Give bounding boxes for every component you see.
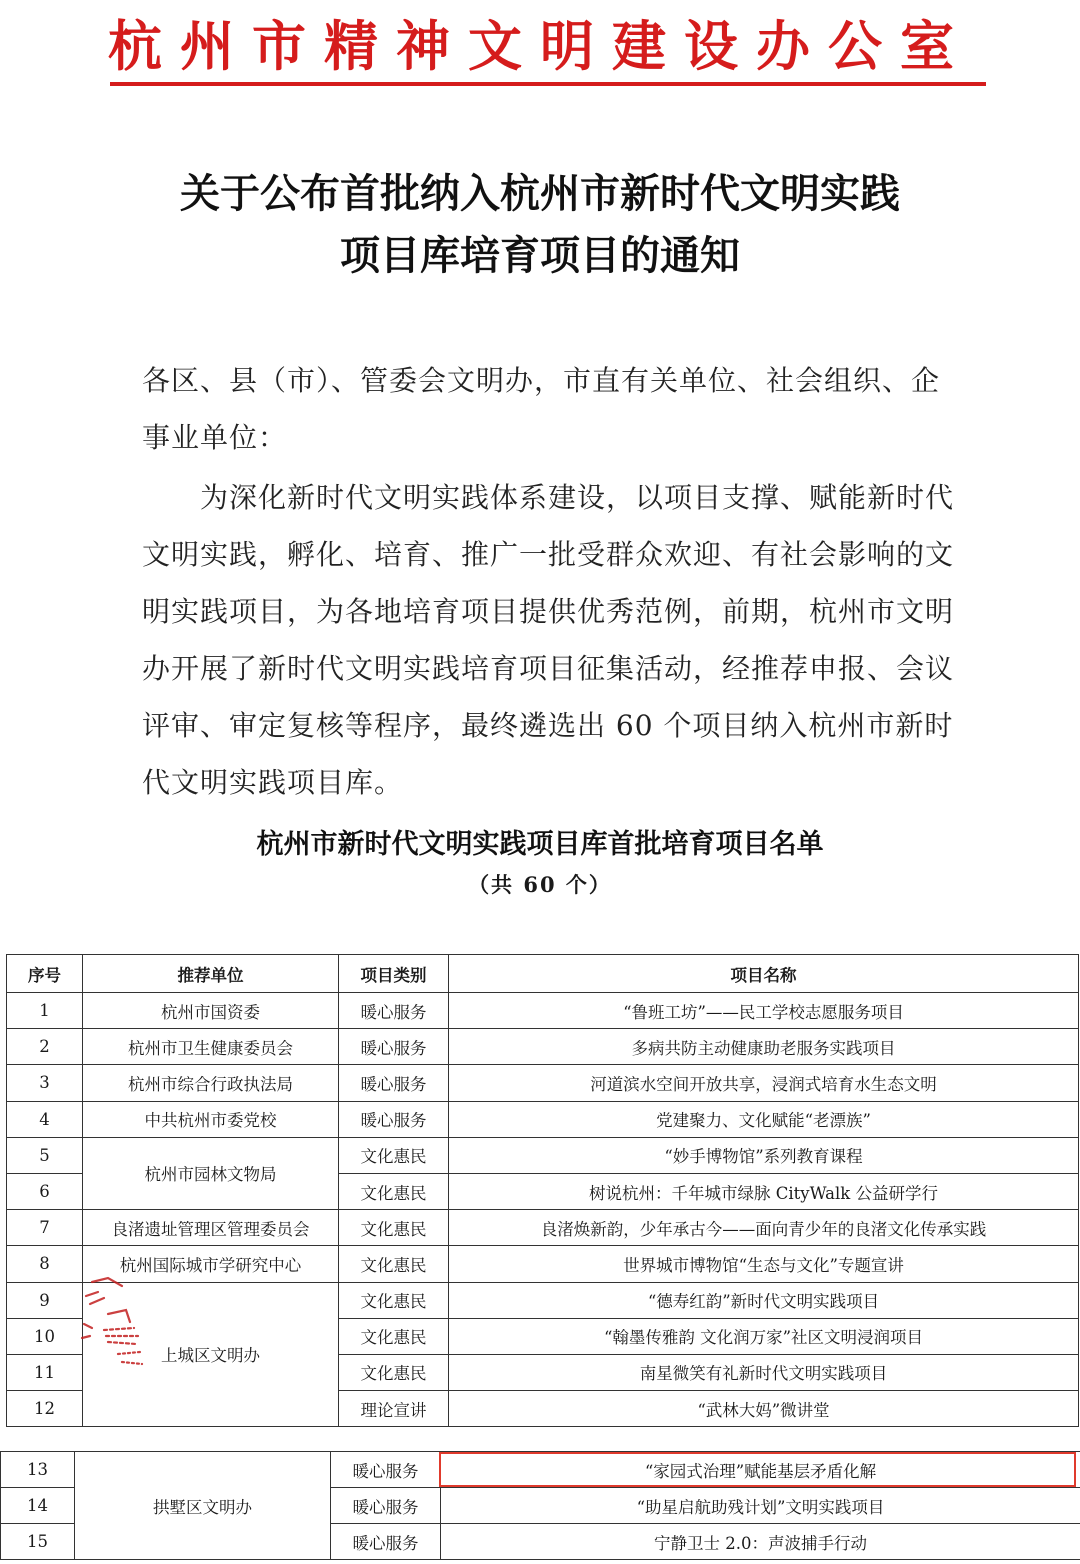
row-category: 暖心服务 <box>339 1065 449 1101</box>
table-row <box>7 1065 1079 1101</box>
row-no: 5 <box>7 1137 83 1173</box>
row-name: 南星微笑有礼新时代文明实践项目 <box>449 1354 1079 1390</box>
doc-title-line-2: 项目库培育项目的通知 <box>340 233 740 279</box>
table-row <box>7 1101 1079 1137</box>
header-unit: 推荐单位 <box>83 955 339 993</box>
row-name: 世界城市博物馆“生态与文化”专题宣讲 <box>449 1246 1079 1282</box>
table-row <box>1 1452 1080 1488</box>
addressee: 各区、县（市）、管委会文明办，市直有关单位、社会组织、企事业单位： <box>142 364 941 454</box>
row-name: 河道滨水空间开放共享，浸润式培育水生态文明 <box>449 1065 1079 1101</box>
doc-title-line-1: 关于公布首批纳入杭州市新时代文明实践 <box>180 171 900 217</box>
row-no: 9 <box>7 1282 83 1318</box>
row-name: “妙手博物馆”系列教育课程 <box>449 1137 1079 1173</box>
row-category: 理论宣讲 <box>339 1391 449 1427</box>
row-name: “鲁班工坊”——民工学校志愿服务项目 <box>449 993 1079 1029</box>
row-no: 3 <box>7 1065 83 1101</box>
row-unit: 杭州市国资委 <box>83 993 339 1029</box>
table-row <box>7 1246 1079 1282</box>
list-count: （共 60 个） <box>468 872 612 897</box>
row-unit: 上城区文明办 <box>83 1282 339 1427</box>
row-unit: 杭州市卫生健康委员会 <box>83 1029 339 1065</box>
row-name: “德寿红韵”新时代文明实践项目 <box>449 1282 1079 1318</box>
table-row <box>7 1137 1079 1173</box>
row-no: 15 <box>1 1524 75 1560</box>
row-category: 暖心服务 <box>331 1524 441 1560</box>
row-unit: 中共杭州市委党校 <box>83 1101 339 1137</box>
row-no: 2 <box>7 1029 83 1065</box>
row-category: 文化惠民 <box>339 1173 449 1209</box>
table-row <box>7 1282 1079 1318</box>
project-table-continued <box>0 1451 1080 1560</box>
row-no: 6 <box>7 1173 83 1209</box>
header-no: 序号 <box>7 955 83 993</box>
row-category: 暖心服务 <box>339 1101 449 1137</box>
row-unit: 杭州国际城市学研究中心 <box>83 1246 339 1282</box>
row-no: 1 <box>7 993 83 1029</box>
row-name: 党建聚力、文化赋能“老漂族” <box>449 1101 1079 1137</box>
row-category: 文化惠民 <box>339 1354 449 1390</box>
row-name: 树说杭州：千年城市绿脉 CityWalk 公益研学行 <box>449 1173 1079 1209</box>
table-header-row <box>7 955 1079 993</box>
header-category: 项目类别 <box>339 955 449 993</box>
row-no: 4 <box>7 1101 83 1137</box>
row-name: 良渚焕新韵，少年承古今——面向青少年的良渚文化传承实践 <box>449 1210 1079 1246</box>
row-unit: 拱墅区文明办 <box>75 1452 331 1560</box>
row-name: “家园式治理”赋能基层矛盾化解 <box>441 1452 1080 1488</box>
body-paragraph: 为深化新时代文明实践体系建设，以项目支撑、赋能新时代文明实践，孵化、培育、推广一批受群众欢迎、有社会影响的文明实践项目，为各地培育项目提供优秀范例，前期，杭州市文明办开展了新时代文明实践培育项目征集活动，经推荐申报、会议评审、审定复核等程序，最终遴选出 60 个项目纳入杭州市新时代文明实践项目库。 <box>142 481 955 799</box>
row-no: 14 <box>1 1488 75 1524</box>
row-name: 宁静卫士 2.0：声波捕手行动 <box>441 1524 1080 1560</box>
row-category: 暖心服务 <box>331 1488 441 1524</box>
table-row <box>7 1029 1079 1065</box>
row-name: 多病共防主动健康助老服务实践项目 <box>449 1029 1079 1065</box>
masthead-org-name: 杭州市精神文明建设办公室 <box>108 14 972 78</box>
row-category: 文化惠民 <box>339 1282 449 1318</box>
row-name: “助星启航助残计划”文明实践项目 <box>441 1488 1080 1524</box>
row-category: 文化惠民 <box>339 1137 449 1173</box>
row-name: “翰墨传雅韵 文化润万家”社区文明浸润项目 <box>449 1318 1079 1354</box>
row-unit: 良渚遗址管理区管理委员会 <box>83 1210 339 1246</box>
row-unit: 杭州市综合行政执法局 <box>83 1065 339 1101</box>
row-no: 12 <box>7 1391 83 1427</box>
row-category: 文化惠民 <box>339 1246 449 1282</box>
row-no: 10 <box>7 1318 83 1354</box>
row-category: 暖心服务 <box>339 1029 449 1065</box>
row-no: 11 <box>7 1354 83 1390</box>
row-category: 暖心服务 <box>331 1452 441 1488</box>
header-name: 项目名称 <box>449 955 1079 993</box>
project-table <box>6 954 1079 1427</box>
row-no: 13 <box>1 1452 75 1488</box>
row-category: 文化惠民 <box>339 1210 449 1246</box>
row-no: 8 <box>7 1246 83 1282</box>
list-title: 杭州市新时代文明实践项目库首批培育项目名单 <box>256 829 824 860</box>
masthead-red-rule <box>110 82 986 86</box>
row-category: 暖心服务 <box>339 993 449 1029</box>
row-category: 文化惠民 <box>339 1318 449 1354</box>
row-no: 7 <box>7 1210 83 1246</box>
row-name: “武林大妈”微讲堂 <box>449 1391 1079 1427</box>
row-unit: 杭州市园林文物局 <box>83 1137 339 1209</box>
table-row <box>7 1210 1079 1246</box>
table-row <box>7 993 1079 1029</box>
